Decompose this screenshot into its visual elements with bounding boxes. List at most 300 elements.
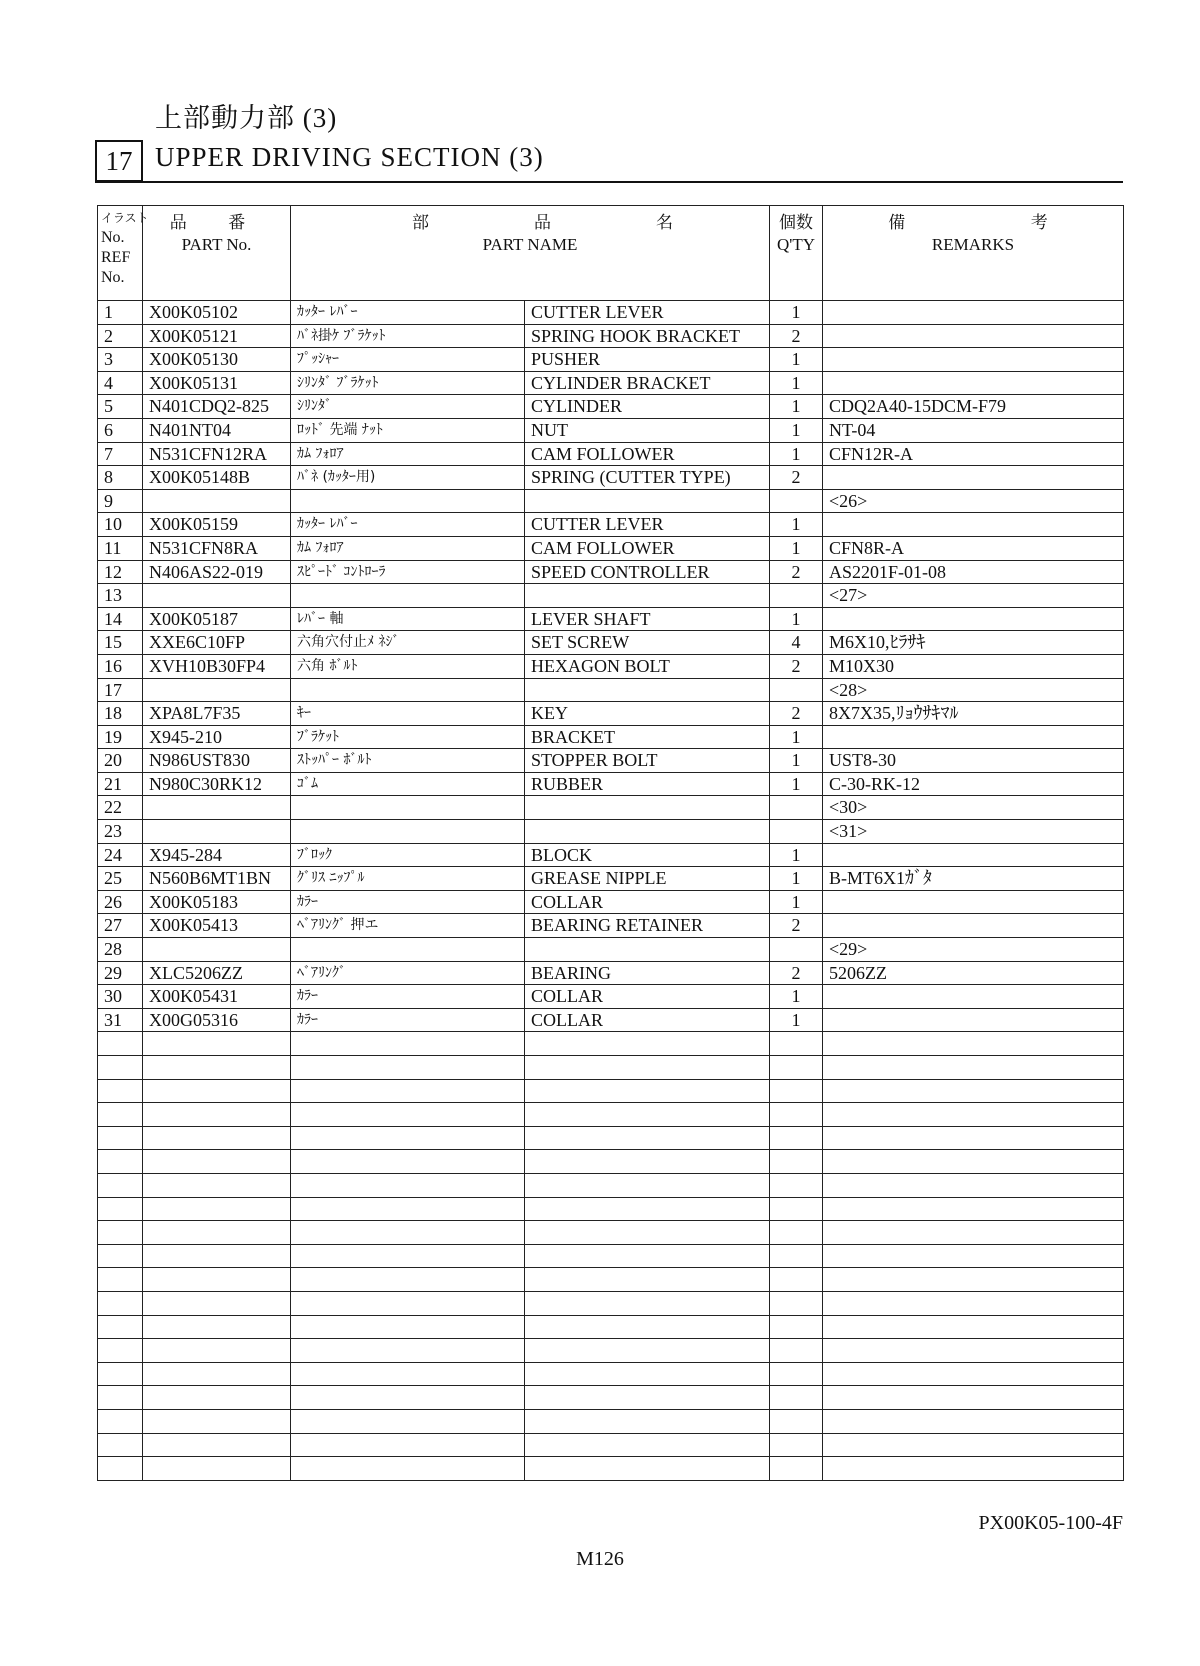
cell-qty: 1 xyxy=(770,890,823,914)
cell-part-no: X00K05187 xyxy=(143,607,291,631)
cell-name-jp xyxy=(291,796,525,820)
cell-part-no: N986UST830 xyxy=(143,749,291,773)
blank-cell xyxy=(525,1291,770,1315)
cell-ref: 22 xyxy=(98,796,143,820)
cell-qty: 1 xyxy=(770,985,823,1009)
cell-ref: 11 xyxy=(98,536,143,560)
blank-cell xyxy=(143,1221,291,1245)
table-row xyxy=(98,749,1124,773)
cell-part-no xyxy=(143,584,291,608)
blank-cell xyxy=(291,1339,525,1363)
cell-name-jp xyxy=(291,938,525,962)
cell-name-jp: ｶﾗｰ xyxy=(291,985,525,1009)
cell-name-en: SPRING HOOK BRACKET xyxy=(525,324,770,348)
cell-qty: 1 xyxy=(770,442,823,466)
cell-qty xyxy=(770,584,823,608)
blank-cell xyxy=(98,1244,143,1268)
cell-qty: 1 xyxy=(770,749,823,773)
header-part-name-en: PART NAME xyxy=(482,235,578,254)
cell-name-jp: ﾊﾞﾈ (ｶｯﾀｰ用) xyxy=(291,466,525,490)
table-row xyxy=(98,324,1124,348)
cell-qty xyxy=(770,796,823,820)
cell-remarks: <29> xyxy=(823,938,1124,962)
cell-part-no xyxy=(143,489,291,513)
cell-remarks xyxy=(823,1008,1124,1032)
blank-cell xyxy=(98,1315,143,1339)
table-row xyxy=(98,725,1124,749)
blank-cell xyxy=(98,1386,143,1410)
blank-cell xyxy=(823,1457,1124,1481)
table-header-row xyxy=(98,206,1124,301)
cell-qty: 1 xyxy=(770,536,823,560)
cell-name-jp: ｶﾑ ﾌｫﾛｱ xyxy=(291,442,525,466)
cell-part-no xyxy=(143,678,291,702)
header-qty-en: Q'TY xyxy=(776,235,815,254)
blank-row xyxy=(98,1126,1124,1150)
blank-cell xyxy=(525,1150,770,1174)
cell-part-no: X00K05121 xyxy=(143,324,291,348)
cell-name-jp: ｶｯﾀｰ ﾚﾊﾞｰ xyxy=(291,513,525,537)
cell-part-no: N560B6MT1BN xyxy=(143,867,291,891)
cell-remarks xyxy=(823,890,1124,914)
blank-cell xyxy=(823,1079,1124,1103)
cell-name-jp: ｽﾄｯﾊﾟｰ ﾎﾞﾙﾄ xyxy=(291,749,525,773)
cell-remarks: <30> xyxy=(823,796,1124,820)
blank-cell xyxy=(525,1409,770,1433)
cell-ref: 14 xyxy=(98,607,143,631)
cell-name-en: COLLAR xyxy=(525,1008,770,1032)
cell-remarks xyxy=(823,301,1124,325)
blank-cell xyxy=(525,1457,770,1481)
blank-cell xyxy=(98,1126,143,1150)
cell-ref: 23 xyxy=(98,820,143,844)
cell-ref: 10 xyxy=(98,513,143,537)
blank-cell xyxy=(770,1244,823,1268)
header-qty xyxy=(770,206,823,301)
cell-ref: 12 xyxy=(98,560,143,584)
table-row xyxy=(98,536,1124,560)
blank-cell xyxy=(525,1197,770,1221)
table-row xyxy=(98,843,1124,867)
blank-cell xyxy=(525,1221,770,1245)
cell-ref: 17 xyxy=(98,678,143,702)
blank-cell xyxy=(823,1244,1124,1268)
table-row xyxy=(98,820,1124,844)
table-row xyxy=(98,772,1124,796)
cell-part-no: XVH10B30FP4 xyxy=(143,654,291,678)
header-part-name xyxy=(291,206,770,301)
blank-cell xyxy=(770,1457,823,1481)
blank-cell xyxy=(770,1409,823,1433)
blank-cell xyxy=(143,1386,291,1410)
blank-cell xyxy=(291,1457,525,1481)
blank-cell xyxy=(291,1409,525,1433)
cell-ref: 25 xyxy=(98,867,143,891)
cell-qty xyxy=(770,678,823,702)
blank-cell xyxy=(291,1197,525,1221)
blank-cell xyxy=(823,1103,1124,1127)
blank-cell xyxy=(823,1433,1124,1457)
cell-part-no: X945-284 xyxy=(143,843,291,867)
blank-cell xyxy=(291,1103,525,1127)
blank-cell xyxy=(525,1244,770,1268)
table-row xyxy=(98,1008,1124,1032)
title-english: UPPER DRIVING SECTION (3) xyxy=(155,142,544,172)
cell-remarks: AS2201F-01-08 xyxy=(823,560,1124,584)
blank-cell xyxy=(143,1056,291,1080)
blank-row xyxy=(98,1362,1124,1386)
cell-ref: 28 xyxy=(98,938,143,962)
blank-cell xyxy=(770,1339,823,1363)
blank-cell xyxy=(291,1291,525,1315)
table-row xyxy=(98,702,1124,726)
header-ref-en-1: No. xyxy=(101,229,125,246)
blank-cell xyxy=(143,1291,291,1315)
cell-qty: 1 xyxy=(770,607,823,631)
cell-name-en: SPRING (CUTTER TYPE) xyxy=(525,466,770,490)
blank-cell xyxy=(143,1173,291,1197)
cell-part-no: N531CFN8RA xyxy=(143,536,291,560)
header-ref-en-3: No. xyxy=(101,269,125,286)
blank-cell xyxy=(98,1221,143,1245)
cell-qty: 1 xyxy=(770,301,823,325)
cell-name-jp: 六角 ﾎﾞﾙﾄ xyxy=(291,654,525,678)
blank-cell xyxy=(98,1079,143,1103)
cell-name-en: CUTTER LEVER xyxy=(525,301,770,325)
blank-cell xyxy=(525,1103,770,1127)
blank-cell xyxy=(770,1032,823,1056)
blank-cell xyxy=(98,1268,143,1292)
cell-remarks: 8X7X35,ﾘｮｳｻｷﾏﾙ xyxy=(823,702,1124,726)
cell-name-jp: ﾛｯﾄﾞ 先端 ﾅｯﾄ xyxy=(291,418,525,442)
cell-qty: 2 xyxy=(770,702,823,726)
cell-qty: 1 xyxy=(770,418,823,442)
blank-cell xyxy=(770,1173,823,1197)
blank-row xyxy=(98,1079,1124,1103)
cell-name-jp: ﾌﾞﾛｯｸ xyxy=(291,843,525,867)
blank-cell xyxy=(823,1126,1124,1150)
cell-name-en: HEXAGON BOLT xyxy=(525,654,770,678)
cell-ref: 15 xyxy=(98,631,143,655)
table-row xyxy=(98,961,1124,985)
blank-cell xyxy=(291,1386,525,1410)
cell-ref: 21 xyxy=(98,772,143,796)
table-row xyxy=(98,985,1124,1009)
header-part-no-jp: 品 番 xyxy=(169,213,264,233)
blank-row xyxy=(98,1433,1124,1457)
cell-name-jp: ｸﾞﾘｽ ﾆｯﾌﾟﾙ xyxy=(291,867,525,891)
blank-cell xyxy=(525,1268,770,1292)
blank-row xyxy=(98,1173,1124,1197)
cell-name-en xyxy=(525,678,770,702)
blank-cell xyxy=(770,1291,823,1315)
blank-cell xyxy=(770,1268,823,1292)
cell-name-jp: ｶﾗｰ xyxy=(291,890,525,914)
cell-qty: 4 xyxy=(770,631,823,655)
cell-name-en: CAM FOLLOWER xyxy=(525,442,770,466)
cell-qty: 1 xyxy=(770,1008,823,1032)
blank-cell xyxy=(143,1409,291,1433)
cell-name-en: GREASE NIPPLE xyxy=(525,867,770,891)
parts-table xyxy=(97,205,1124,1481)
cell-name-jp xyxy=(291,678,525,702)
cell-part-no: XLC5206ZZ xyxy=(143,961,291,985)
cell-part-no: X945-210 xyxy=(143,725,291,749)
cell-name-en: BLOCK xyxy=(525,843,770,867)
blank-cell xyxy=(823,1386,1124,1410)
table-row xyxy=(98,914,1124,938)
cell-qty: 1 xyxy=(770,725,823,749)
blank-row xyxy=(98,1221,1124,1245)
cell-name-jp: ｶｯﾀｰ ﾚﾊﾞｰ xyxy=(291,301,525,325)
blank-row xyxy=(98,1457,1124,1481)
blank-row xyxy=(98,1315,1124,1339)
header-part-no-en: PART No. xyxy=(181,235,252,254)
blank-cell xyxy=(98,1409,143,1433)
blank-cell xyxy=(143,1433,291,1457)
cell-name-jp: ｽﾋﾟｰﾄﾞ ｺﾝﾄﾛｰﾗ xyxy=(291,560,525,584)
blank-row xyxy=(98,1268,1124,1292)
table-row xyxy=(98,796,1124,820)
blank-row xyxy=(98,1244,1124,1268)
blank-cell xyxy=(98,1173,143,1197)
blank-cell xyxy=(291,1433,525,1457)
cell-ref: 13 xyxy=(98,584,143,608)
blank-cell xyxy=(291,1315,525,1339)
cell-name-jp: ｶﾑ ﾌｫﾛｱ xyxy=(291,536,525,560)
cell-remarks: <27> xyxy=(823,584,1124,608)
table-row xyxy=(98,678,1124,702)
cell-qty xyxy=(770,489,823,513)
cell-part-no: N531CFN12RA xyxy=(143,442,291,466)
header-remarks-jp: 備 考 xyxy=(888,213,1108,233)
blank-cell xyxy=(525,1315,770,1339)
blank-cell xyxy=(98,1291,143,1315)
cell-part-no: X00K05159 xyxy=(143,513,291,537)
cell-name-jp xyxy=(291,820,525,844)
header-part-name-jp-1: 部 xyxy=(412,213,429,233)
table-row xyxy=(98,371,1124,395)
blank-cell xyxy=(823,1291,1124,1315)
cell-part-no: N980C30RK12 xyxy=(143,772,291,796)
cell-remarks: CDQ2A40-15DCM-F79 xyxy=(823,395,1124,419)
cell-qty: 1 xyxy=(770,843,823,867)
cell-name-jp: ﾌﾞﾗｹｯﾄ xyxy=(291,725,525,749)
cell-name-jp: ﾊﾞﾈ掛ｹ ﾌﾞﾗｹｯﾄ xyxy=(291,324,525,348)
blank-cell xyxy=(770,1056,823,1080)
cell-ref: 24 xyxy=(98,843,143,867)
cell-part-no: XXE6C10FP xyxy=(143,631,291,655)
blank-cell xyxy=(291,1244,525,1268)
cell-name-jp: ﾌﾟｯｼｬｰ xyxy=(291,348,525,372)
blank-cell xyxy=(98,1056,143,1080)
cell-qty: 1 xyxy=(770,395,823,419)
table-row xyxy=(98,607,1124,631)
cell-remarks xyxy=(823,843,1124,867)
cell-part-no: N401CDQ2-825 xyxy=(143,395,291,419)
cell-name-en: BRACKET xyxy=(525,725,770,749)
cell-remarks: C-30-RK-12 xyxy=(823,772,1124,796)
cell-ref: 26 xyxy=(98,890,143,914)
cell-name-en xyxy=(525,820,770,844)
blank-cell xyxy=(291,1032,525,1056)
cell-ref: 9 xyxy=(98,489,143,513)
blank-cell xyxy=(770,1221,823,1245)
section-number-box: 17 xyxy=(95,140,143,182)
header-ref-jp: イラスト xyxy=(101,211,149,225)
table-row xyxy=(98,631,1124,655)
blank-cell xyxy=(143,1126,291,1150)
cell-part-no xyxy=(143,796,291,820)
table-row xyxy=(98,890,1124,914)
cell-remarks xyxy=(823,985,1124,1009)
blank-cell xyxy=(770,1362,823,1386)
cell-ref: 31 xyxy=(98,1008,143,1032)
blank-cell xyxy=(823,1150,1124,1174)
cell-remarks: NT-04 xyxy=(823,418,1124,442)
cell-remarks: M6X10,ﾋﾗｻｷ xyxy=(823,631,1124,655)
cell-name-en: COLLAR xyxy=(525,890,770,914)
cell-part-no: X00K05413 xyxy=(143,914,291,938)
blank-cell xyxy=(143,1079,291,1103)
header-remarks-en: REMARKS xyxy=(931,235,1015,254)
blank-row xyxy=(98,1386,1124,1410)
blank-row xyxy=(98,1032,1124,1056)
cell-name-jp: 六角穴付止ﾒ ﾈｼﾞ xyxy=(291,631,525,655)
table-row xyxy=(98,395,1124,419)
cell-name-jp: ｶﾗｰ xyxy=(291,1008,525,1032)
cell-name-en: NUT xyxy=(525,418,770,442)
blank-cell xyxy=(291,1056,525,1080)
cell-remarks: CFN12R-A xyxy=(823,442,1124,466)
blank-cell xyxy=(143,1457,291,1481)
cell-ref: 6 xyxy=(98,418,143,442)
blank-cell xyxy=(291,1150,525,1174)
blank-cell xyxy=(823,1221,1124,1245)
cell-name-jp: ｺﾞﾑ xyxy=(291,772,525,796)
cell-remarks: M10X30 xyxy=(823,654,1124,678)
blank-row xyxy=(98,1291,1124,1315)
header-part-no xyxy=(143,206,291,301)
cell-qty: 2 xyxy=(770,961,823,985)
table-row xyxy=(98,867,1124,891)
table-row xyxy=(98,938,1124,962)
blank-cell xyxy=(770,1386,823,1410)
cell-qty: 1 xyxy=(770,867,823,891)
cell-remarks xyxy=(823,348,1124,372)
cell-ref: 29 xyxy=(98,961,143,985)
cell-name-en: CYLINDER BRACKET xyxy=(525,371,770,395)
blank-row xyxy=(98,1409,1124,1433)
blank-cell xyxy=(291,1173,525,1197)
cell-name-jp xyxy=(291,584,525,608)
cell-qty: 1 xyxy=(770,371,823,395)
cell-name-jp: ｼﾘﾝﾀﾞ xyxy=(291,395,525,419)
cell-ref: 18 xyxy=(98,702,143,726)
blank-row xyxy=(98,1056,1124,1080)
cell-qty xyxy=(770,938,823,962)
cell-name-en xyxy=(525,938,770,962)
header-ref-en-2: REF xyxy=(101,249,131,266)
blank-cell xyxy=(525,1126,770,1150)
cell-qty: 2 xyxy=(770,914,823,938)
cell-remarks xyxy=(823,466,1124,490)
cell-qty: 1 xyxy=(770,772,823,796)
table-row xyxy=(98,466,1124,490)
table-row xyxy=(98,560,1124,584)
cell-qty: 2 xyxy=(770,324,823,348)
cell-part-no: X00G05316 xyxy=(143,1008,291,1032)
cell-part-no: X00K05183 xyxy=(143,890,291,914)
blank-row xyxy=(98,1339,1124,1363)
blank-cell xyxy=(143,1103,291,1127)
blank-cell xyxy=(143,1032,291,1056)
cell-remarks: CFN8R-A xyxy=(823,536,1124,560)
blank-cell xyxy=(291,1268,525,1292)
blank-cell xyxy=(143,1315,291,1339)
cell-ref: 20 xyxy=(98,749,143,773)
blank-cell xyxy=(770,1079,823,1103)
cell-name-en: COLLAR xyxy=(525,985,770,1009)
cell-remarks xyxy=(823,725,1124,749)
cell-name-en: KEY xyxy=(525,702,770,726)
header-part-name-jp-2: 品 xyxy=(534,213,551,233)
blank-cell xyxy=(291,1362,525,1386)
blank-cell xyxy=(823,1339,1124,1363)
cell-qty xyxy=(770,820,823,844)
cell-remarks: <28> xyxy=(823,678,1124,702)
blank-cell xyxy=(823,1315,1124,1339)
cell-name-en: SPEED CONTROLLER xyxy=(525,560,770,584)
table-row xyxy=(98,513,1124,537)
cell-part-no xyxy=(143,820,291,844)
blank-cell xyxy=(98,1197,143,1221)
cell-qty: 1 xyxy=(770,348,823,372)
blank-cell xyxy=(525,1339,770,1363)
cell-name-en: RUBBER xyxy=(525,772,770,796)
cell-name-en: STOPPER BOLT xyxy=(525,749,770,773)
cell-name-en: CUTTER LEVER xyxy=(525,513,770,537)
table-row xyxy=(98,654,1124,678)
blank-cell xyxy=(143,1150,291,1174)
blank-row xyxy=(98,1197,1124,1221)
blank-cell xyxy=(525,1173,770,1197)
cell-qty: 1 xyxy=(770,513,823,537)
blank-cell xyxy=(770,1103,823,1127)
cell-name-en: LEVER SHAFT xyxy=(525,607,770,631)
cell-qty: 2 xyxy=(770,560,823,584)
cell-ref: 1 xyxy=(98,301,143,325)
blank-cell xyxy=(143,1362,291,1386)
cell-part-no: X00K05431 xyxy=(143,985,291,1009)
blank-cell xyxy=(525,1032,770,1056)
cell-name-jp xyxy=(291,489,525,513)
blank-cell xyxy=(823,1197,1124,1221)
blank-cell xyxy=(98,1362,143,1386)
cell-remarks xyxy=(823,607,1124,631)
cell-part-no xyxy=(143,938,291,962)
cell-ref: 4 xyxy=(98,371,143,395)
cell-name-en: BEARING xyxy=(525,961,770,985)
header-part-name-jp-3: 名 xyxy=(656,213,673,233)
blank-cell xyxy=(291,1126,525,1150)
cell-remarks: <26> xyxy=(823,489,1124,513)
cell-qty: 2 xyxy=(770,466,823,490)
blank-row xyxy=(98,1150,1124,1174)
blank-cell xyxy=(98,1103,143,1127)
blank-cell xyxy=(770,1315,823,1339)
cell-remarks xyxy=(823,513,1124,537)
